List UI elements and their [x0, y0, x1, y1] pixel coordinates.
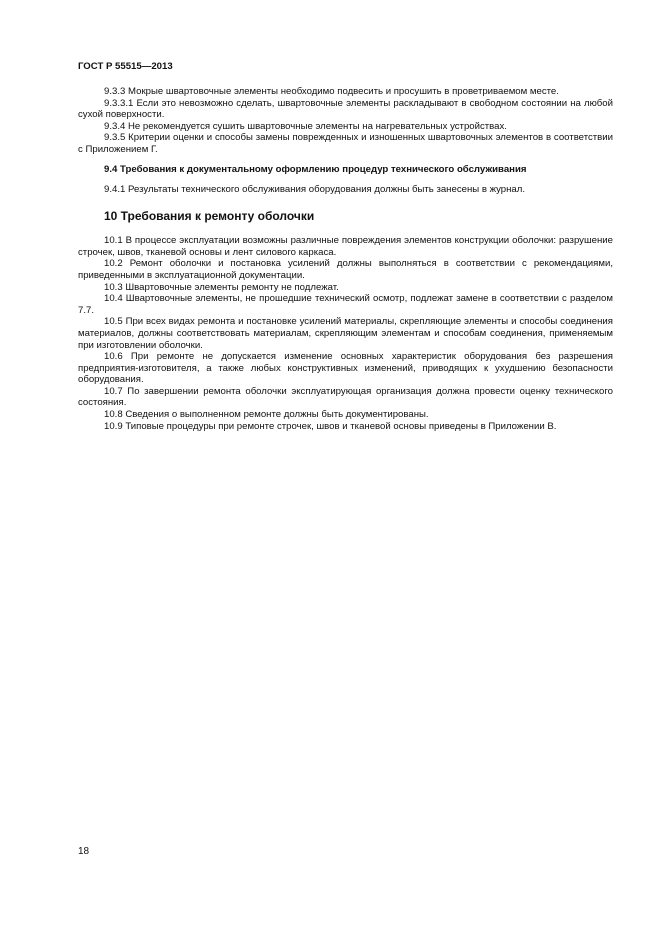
heading-9-4: 9.4 Требования к документальному оформлению процедур технического обслуживания [104, 163, 527, 175]
paragraph-10-3: 10.3 Швартовочные элементы ремонту не подлежат. [104, 281, 339, 293]
paragraph-9-3-4: 9.3.4 Не рекомендуется сушить швартовочные элементы на нагревательных устройствах. [104, 120, 507, 132]
paragraph-10-6: 10.6 При ремонте не допускается изменение основных характеристик оборудования без разрешения предприятия-изготовителя, а также любых конструктивных изменений, приводящих к ухудшению безопасности оборудования. [78, 351, 613, 386]
paragraph-10-5: 10.5 При всех видах ремонта и постановке усилений материалы, скрепляющие элементы и способы соединения материалов, должны соответствовать материалам, скрепляющим элементам и способам соединения, применяемым при изготовлении оболочки. [78, 316, 613, 351]
heading-10: 10 Требования к ремонту оболочки [104, 209, 315, 224]
paragraph-10-7: 10.7 По завершении ремонта оболочки эксплуатирующая организация должна провести оценку технического состояния. [78, 385, 613, 409]
paragraph-9-3-5: 9.3.5 Критерии оценки и способы замены поврежденных и изношенных швартовочных элементов в соответствии с Приложением Г. [78, 132, 613, 155]
paragraph-9-3-3: 9.3.3 Мокрые швартовочные элементы необходимо подвесить и просушить в проветриваемом месте. [104, 86, 559, 97]
paragraph-9-4-1: 9.4.1 Результаты технического обслуживания оборудования должны быть занесены в журнал. [104, 183, 526, 195]
paragraph-10-2: 10.2 Ремонт оболочки и постановка усилений должны выполняться в соответствии с рекомендациями, приведенными в эксплуатационной документации. [78, 258, 613, 281]
page-number: 18 [78, 846, 90, 857]
paragraph-10-4: 10.4 Швартовочные элементы, не прошедшие технический осмотр, подлежат замене в соответствии с разделом 7.7. [78, 293, 613, 316]
page-content [78, 86, 613, 432]
paragraph-10-9: 10.9 Типовые процедуры при ремонте строчек, швов и тканевой основы приведены в Приложении В. [104, 420, 557, 432]
doc-header: ГОСТ Р 55515—2013 [78, 61, 173, 72]
paragraph-9-3-3-1: 9.3.3.1 Если это невозможно сделать, швартовочные элементы раскладывают в свободном состоянии на любой сухой поверхности. [78, 97, 613, 121]
paragraph-10-8: 10.8 Сведения о выполненном ремонте должны быть документированы. [104, 409, 429, 421]
paragraph-10-1: 10.1 В процессе эксплуатации возможны различные повреждения элементов конструкции оболочки: разрушение строчек, швов, тканевой основы и лент силового каркаса. [78, 235, 613, 258]
